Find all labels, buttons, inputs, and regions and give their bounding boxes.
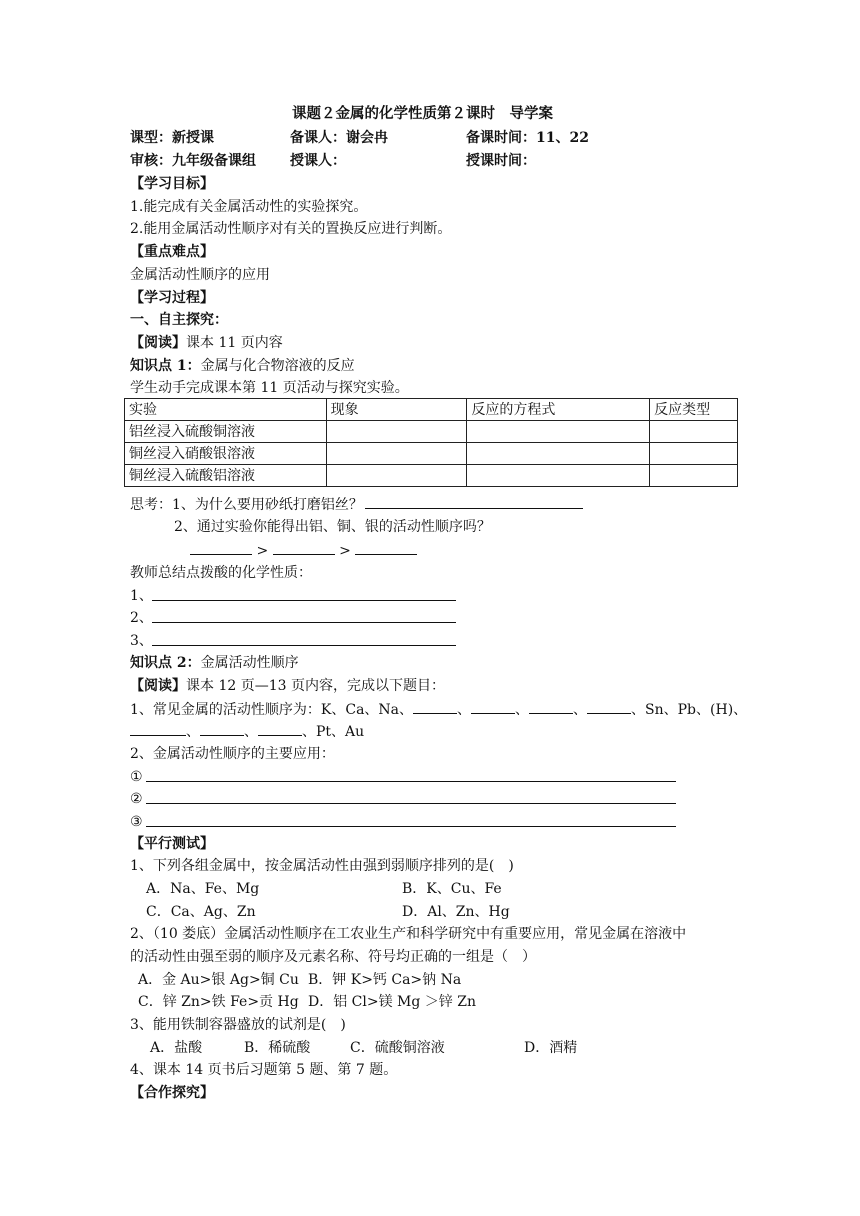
experiment-table <box>124 398 738 487</box>
knowledge-point-2 <box>130 653 299 673</box>
table-header: 实验 <box>125 399 327 421</box>
coop-heading: 【合作探究】 <box>130 1085 214 1101</box>
gt-sign: > <box>339 543 351 559</box>
table-cell[interactable] <box>650 421 738 443</box>
part-1-heading: 一、自主探究： <box>130 312 228 328</box>
table-cell[interactable] <box>650 443 738 465</box>
think-1 <box>130 494 583 515</box>
knowledge-point-1 <box>130 356 355 376</box>
summary-item-3: 3、 <box>130 633 153 649</box>
test-3-option-b[interactable]: B．稀硫酸 <box>244 1040 311 1056</box>
sep: 、 <box>457 702 472 718</box>
summary-text: 教师总结点拨酸的化学性质： <box>130 565 312 581</box>
circled-3: ③ <box>130 814 143 830</box>
table-header: 现象 <box>326 399 467 421</box>
gt-sign: > <box>256 543 269 559</box>
order-blanks <box>190 540 417 561</box>
read-2 <box>130 676 445 696</box>
process-heading: 【学习过程】 <box>130 290 214 306</box>
blank[interactable] <box>587 699 631 714</box>
sep: 、 <box>186 724 200 740</box>
blank[interactable] <box>529 699 573 714</box>
test-2-option-a[interactable]: A．金 Au>银 Ag>铜 Cu <box>138 972 299 988</box>
table-row <box>125 443 738 465</box>
test-2-question: 2、（10 娄底）金属活动性顺序在工农业生产和科学研究中有重要应用，常见金属在溶液中 <box>130 926 687 942</box>
kp2-tag: 知识点 2： <box>130 655 201 671</box>
table-cell[interactable] <box>326 465 467 487</box>
kp2-text: 金属活动性顺序 <box>200 655 299 671</box>
blank[interactable] <box>471 699 515 714</box>
sep: 、 <box>515 702 530 718</box>
blank[interactable] <box>130 721 186 736</box>
test-2-option-c[interactable]: C．锌 Zn>铁 Fe>贡 Hg <box>138 994 299 1010</box>
table-row <box>125 421 738 443</box>
circled-2: ② <box>130 791 143 807</box>
read-2-tag: 【阅读】 <box>130 678 186 694</box>
blank[interactable] <box>200 721 244 736</box>
blank-line-1[interactable] <box>152 600 456 601</box>
table-header: 反应的方程式 <box>467 399 650 421</box>
table-header-row <box>125 399 738 421</box>
sep: 、 <box>244 724 258 740</box>
q1-start: 1、常见金属的活动性顺序为：K、Ca、Na、 <box>130 702 414 718</box>
table-cell[interactable] <box>467 421 650 443</box>
test-1-question: 1、下列各组金属中，按金属活动性由强到弱顺序排列的是( ) <box>130 858 514 874</box>
summary-item-2: 2、 <box>130 610 153 626</box>
read-1 <box>130 333 283 353</box>
table-cell[interactable] <box>326 443 467 465</box>
kp1-tag: 知识点 1： <box>130 358 201 374</box>
blank-line-app-3[interactable] <box>146 826 676 827</box>
blank-order-2[interactable] <box>273 540 335 555</box>
blank[interactable] <box>413 699 457 714</box>
test-1-option-a[interactable]: A．Na、Fe、Mg <box>146 881 260 897</box>
table-cell: 铝丝浸入硫酸铜溶液 <box>125 421 327 443</box>
teacher: 授课人： <box>290 153 346 169</box>
activity-text: 学生动手完成课本第 11 页活动与探究实验。 <box>130 380 409 396</box>
table-cell[interactable] <box>467 443 650 465</box>
test-2-option-d[interactable]: D．铝 Cl>镁 Mg ＞锌 Zn <box>308 994 476 1010</box>
q1-end: 、Pt、Au <box>302 724 365 740</box>
test-3-question: 3、能用铁制容器盛放的试剂是( ) <box>130 1017 346 1033</box>
test-2-question-cont: 的活动性由强至弱的顺序及元素名称、符号均正确的一组是（ ） <box>130 949 536 965</box>
goal-2: 2.能用金属活动性顺序对有关的置换反应进行判断。 <box>130 221 452 237</box>
activity-order-question <box>130 699 747 720</box>
goal-1: 1.能完成有关金属活动性的实验探究。 <box>130 199 368 215</box>
blank-think-1[interactable] <box>365 494 583 509</box>
test-1-option-b[interactable]: B．K、Cu、Fe <box>402 881 502 897</box>
blank[interactable] <box>258 721 302 736</box>
read-2-text: 课本 12 页—13 页内容，完成以下题目： <box>186 678 445 694</box>
test-1-option-d[interactable]: D．Al、Zn、Hg <box>402 904 510 920</box>
think-2: 2、通过实验你能得出铝、铜、银的活动性顺序吗？ <box>174 519 491 535</box>
applications-question: 2、金属活动性顺序的主要应用： <box>130 746 335 762</box>
test-3-option-d[interactable]: D．酒精 <box>524 1040 578 1056</box>
read-1-text: 课本 11 页内容 <box>186 335 283 351</box>
test-1-option-c[interactable]: C．Ca、Ag、Zn <box>146 904 256 920</box>
read-1-tag: 【阅读】 <box>130 335 186 351</box>
table-cell[interactable] <box>467 465 650 487</box>
teach-time: 授课时间： <box>466 153 536 169</box>
prep-time: 备课时间：11、22 <box>466 130 589 146</box>
kp1-text: 金属与化合物溶液的反应 <box>200 358 355 374</box>
think-1-text: 思考：1、为什么要用砂纸打磨铝丝？ <box>130 497 363 513</box>
reviewer: 审核：九年级备课组 <box>130 153 256 169</box>
blank-line-2[interactable] <box>152 622 456 623</box>
table-row <box>125 465 738 487</box>
circled-1: ① <box>130 769 143 785</box>
test-4-question: 4、课本 14 页书后习题第 5 题、第 7 题。 <box>130 1062 398 1078</box>
test-3-option-a[interactable]: A．盐酸 <box>150 1040 203 1056</box>
summary-item-1: 1、 <box>130 588 153 604</box>
table-header: 反应类型 <box>650 399 738 421</box>
activity-order-question-cont <box>130 721 364 742</box>
lesson-type: 课型：新授课 <box>130 130 214 146</box>
blank-line-app-1[interactable] <box>146 781 676 782</box>
test-heading: 【平行测试】 <box>130 836 214 852</box>
table-cell[interactable] <box>650 465 738 487</box>
page-title: 课题２金属的化学性质第２课时 导学案 <box>292 105 553 122</box>
preparer: 备课人：谢会冉 <box>290 130 388 146</box>
blank-order-1[interactable] <box>190 540 252 555</box>
test-3-option-c[interactable]: C．硫酸铜溶液 <box>350 1040 445 1056</box>
sep: 、 <box>573 702 588 718</box>
table-cell: 铜丝浸入硝酸银溶液 <box>125 443 327 465</box>
blank-line-3[interactable] <box>152 645 456 646</box>
table-cell: 铜丝浸入硫酸铝溶液 <box>125 465 327 487</box>
blank-order-3[interactable] <box>355 540 417 555</box>
goals-heading: 【学习目标】 <box>130 176 214 192</box>
blank-line-app-2[interactable] <box>146 803 676 804</box>
test-2-option-b[interactable]: B．钾 K>钙 Ca>钠 Na <box>308 972 462 988</box>
key-text: 金属活动性顺序的应用 <box>130 267 270 283</box>
q1-mid: 、Sn、Pb、(H)、 <box>631 702 748 718</box>
table-cell[interactable] <box>326 421 467 443</box>
key-heading: 【重点难点】 <box>130 244 214 260</box>
